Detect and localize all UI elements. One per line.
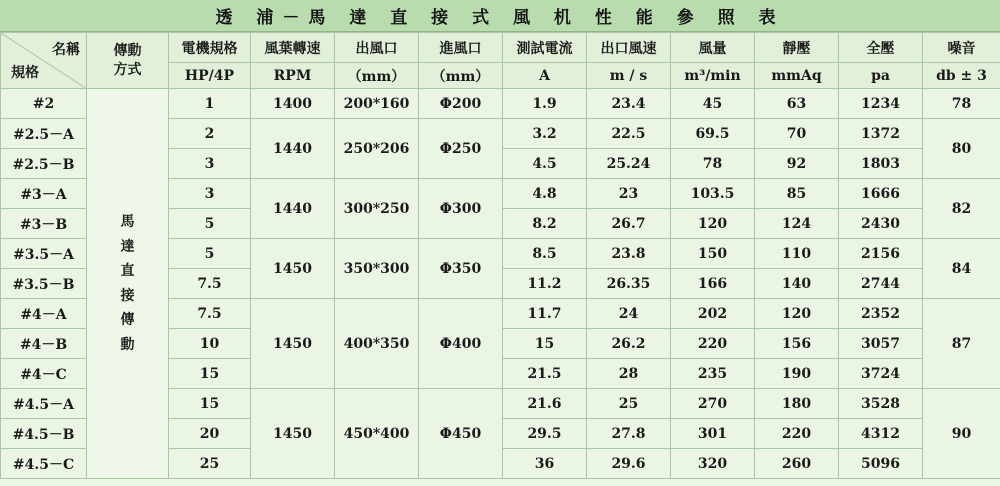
flow-cell: 103.5 xyxy=(671,179,755,209)
model-cell: #4.5－A xyxy=(1,389,87,419)
model-cell: #3－B xyxy=(1,209,87,239)
hp-cell: 15 xyxy=(169,389,251,419)
flow-cell: 235 xyxy=(671,359,755,389)
outlet-cell: 450*400 xyxy=(335,389,419,479)
col-header-velocity: 出口風速 xyxy=(587,33,671,63)
rpm-cell: 1400 xyxy=(251,89,335,119)
velocity-cell: 27.8 xyxy=(587,419,671,449)
outlet-cell: 250*206 xyxy=(335,119,419,179)
drive-char: 馬 xyxy=(120,214,135,230)
static-cell: 70 xyxy=(755,119,839,149)
velocity-cell: 23.8 xyxy=(587,239,671,269)
drive-char: 接 xyxy=(120,287,135,304)
hp-cell: 10 xyxy=(169,329,251,359)
model-cell: #2.5－A xyxy=(1,119,87,149)
current-cell: 4.5 xyxy=(503,149,587,179)
velocity-cell: 22.5 xyxy=(587,119,671,149)
outlet-cell: 200*160 xyxy=(335,89,419,119)
static-cell: 92 xyxy=(755,149,839,179)
inlet-cell: Φ250 xyxy=(419,119,503,179)
noise-cell: 78 xyxy=(923,89,1000,119)
static-cell: 120 xyxy=(755,299,839,329)
drive-char: 動 xyxy=(120,336,135,353)
hp-cell: 3 xyxy=(169,149,251,179)
hp-cell: 2 xyxy=(169,119,251,149)
current-cell: 8.2 xyxy=(503,209,587,239)
col-header-current: 測試電流 xyxy=(503,33,587,63)
model-cell: #4.5－C xyxy=(1,449,87,479)
col-header-static: 靜壓 xyxy=(755,33,839,63)
velocity-cell: 25 xyxy=(587,389,671,419)
flow-cell: 220 xyxy=(671,329,755,359)
total-cell: 4312 xyxy=(839,419,923,449)
velocity-cell: 28 xyxy=(587,359,671,389)
current-cell: 3.2 xyxy=(503,119,587,149)
outlet-cell: 350*300 xyxy=(335,239,419,299)
static-cell: 220 xyxy=(755,419,839,449)
total-cell: 3528 xyxy=(839,389,923,419)
col-header-drive: 傳動 方式 xyxy=(87,33,169,89)
hp-cell: 5 xyxy=(169,239,251,269)
flow-cell: 78 xyxy=(671,149,755,179)
unit-total: pa xyxy=(839,63,923,89)
flow-cell: 202 xyxy=(671,299,755,329)
unit-rpm: RPM xyxy=(251,63,335,89)
total-cell: 2744 xyxy=(839,269,923,299)
velocity-cell: 23 xyxy=(587,179,671,209)
corner-cell xyxy=(1,33,87,89)
hp-cell: 1 xyxy=(169,89,251,119)
model-cell: #3－A xyxy=(1,179,87,209)
unit-outlet: （mm） xyxy=(335,63,419,89)
header-row xyxy=(1,33,1000,63)
corner-spec-label: 規格 xyxy=(11,65,39,81)
flow-cell: 301 xyxy=(671,419,755,449)
total-cell: 3724 xyxy=(839,359,923,389)
current-cell: 21.6 xyxy=(503,389,587,419)
total-cell: 5096 xyxy=(839,449,923,479)
current-cell: 4.8 xyxy=(503,179,587,209)
col-header-flow: 風量 xyxy=(671,33,755,63)
hp-cell: 7.5 xyxy=(169,269,251,299)
total-cell: 2352 xyxy=(839,299,923,329)
unit-noise: db ± 3 xyxy=(923,63,1000,89)
current-cell: 11.2 xyxy=(503,269,587,299)
col-header-noise: 噪音 xyxy=(923,33,1000,63)
noise-cell: 84 xyxy=(923,239,1000,299)
total-cell: 1666 xyxy=(839,179,923,209)
unit-inlet: （mm） xyxy=(419,63,503,89)
hp-cell: 3 xyxy=(169,179,251,209)
model-cell: #2 xyxy=(1,89,87,119)
unit-flow: m³/min xyxy=(671,63,755,89)
velocity-cell: 29.6 xyxy=(587,449,671,479)
current-cell: 29.5 xyxy=(503,419,587,449)
noise-cell: 82 xyxy=(923,179,1000,239)
rpm-cell: 1450 xyxy=(251,299,335,389)
outlet-cell: 400*350 xyxy=(335,299,419,389)
model-cell: #4.5－B xyxy=(1,419,87,449)
static-cell: 140 xyxy=(755,269,839,299)
fan-performance-table xyxy=(0,32,1000,479)
unit-current: A xyxy=(503,63,587,89)
col-header-total: 全壓 xyxy=(839,33,923,63)
inlet-cell: Φ200 xyxy=(419,89,503,119)
static-cell: 156 xyxy=(755,329,839,359)
model-cell: #4－C xyxy=(1,359,87,389)
col-header-inlet: 進風口 xyxy=(419,33,503,63)
table-title: 透 浦－馬 達 直 接 式 風 机 性 能 參 照 表 xyxy=(0,0,1000,32)
model-cell: #4－A xyxy=(1,299,87,329)
hp-cell: 20 xyxy=(169,419,251,449)
flow-cell: 150 xyxy=(671,239,755,269)
velocity-cell: 24 xyxy=(587,299,671,329)
total-cell: 1234 xyxy=(839,89,923,119)
inlet-cell: Φ350 xyxy=(419,239,503,299)
static-cell: 110 xyxy=(755,239,839,269)
velocity-cell: 23.4 xyxy=(587,89,671,119)
total-cell: 1803 xyxy=(839,149,923,179)
noise-cell: 90 xyxy=(923,389,1000,479)
velocity-cell: 26.2 xyxy=(587,329,671,359)
rpm-cell: 1440 xyxy=(251,179,335,239)
flow-cell: 166 xyxy=(671,269,755,299)
velocity-cell: 26.7 xyxy=(587,209,671,239)
velocity-cell: 26.35 xyxy=(587,269,671,299)
unit-velocity: m / s xyxy=(587,63,671,89)
current-cell: 8.5 xyxy=(503,239,587,269)
current-cell: 11.7 xyxy=(503,299,587,329)
rpm-cell: 1440 xyxy=(251,119,335,179)
static-cell: 190 xyxy=(755,359,839,389)
hp-cell: 25 xyxy=(169,449,251,479)
col-header-motor: 電機規格 xyxy=(169,33,251,63)
drive-char: 直 xyxy=(120,263,135,279)
static-cell: 124 xyxy=(755,209,839,239)
outlet-cell: 300*250 xyxy=(335,179,419,239)
drive-char: 傳 xyxy=(120,312,135,328)
col-header-outlet: 出風口 xyxy=(335,33,419,63)
noise-cell: 80 xyxy=(923,119,1000,179)
col-header-rpm: 風葉轉速 xyxy=(251,33,335,63)
corner-name-label: 名稱 xyxy=(52,42,80,58)
flow-cell: 69.5 xyxy=(671,119,755,149)
static-cell: 180 xyxy=(755,389,839,419)
flow-cell: 120 xyxy=(671,209,755,239)
current-cell: 1.9 xyxy=(503,89,587,119)
drive-char: 達 xyxy=(120,238,135,255)
hp-cell: 7.5 xyxy=(169,299,251,329)
table-row xyxy=(1,89,1000,119)
inlet-cell: Φ300 xyxy=(419,179,503,239)
velocity-cell: 25.24 xyxy=(587,149,671,179)
flow-cell: 270 xyxy=(671,389,755,419)
drive-type-cell xyxy=(87,89,169,479)
hp-cell: 15 xyxy=(169,359,251,389)
static-cell: 260 xyxy=(755,449,839,479)
total-cell: 2156 xyxy=(839,239,923,269)
total-cell: 2430 xyxy=(839,209,923,239)
flow-cell: 320 xyxy=(671,449,755,479)
unit-motor: HP/4P xyxy=(169,63,251,89)
flow-cell: 45 xyxy=(671,89,755,119)
inlet-cell: Φ400 xyxy=(419,299,503,389)
current-cell: 15 xyxy=(503,329,587,359)
inlet-cell: Φ450 xyxy=(419,389,503,479)
current-cell: 21.5 xyxy=(503,359,587,389)
rpm-cell: 1450 xyxy=(251,239,335,299)
static-cell: 63 xyxy=(755,89,839,119)
total-cell: 3057 xyxy=(839,329,923,359)
model-cell: #2.5－B xyxy=(1,149,87,179)
rpm-cell: 1450 xyxy=(251,389,335,479)
hp-cell: 5 xyxy=(169,209,251,239)
current-cell: 36 xyxy=(503,449,587,479)
model-cell: #4－B xyxy=(1,329,87,359)
static-cell: 85 xyxy=(755,179,839,209)
unit-static: mmAq xyxy=(755,63,839,89)
model-cell: #3.5－A xyxy=(1,239,87,269)
noise-cell: 87 xyxy=(923,299,1000,389)
total-cell: 1372 xyxy=(839,119,923,149)
model-cell: #3.5－B xyxy=(1,269,87,299)
